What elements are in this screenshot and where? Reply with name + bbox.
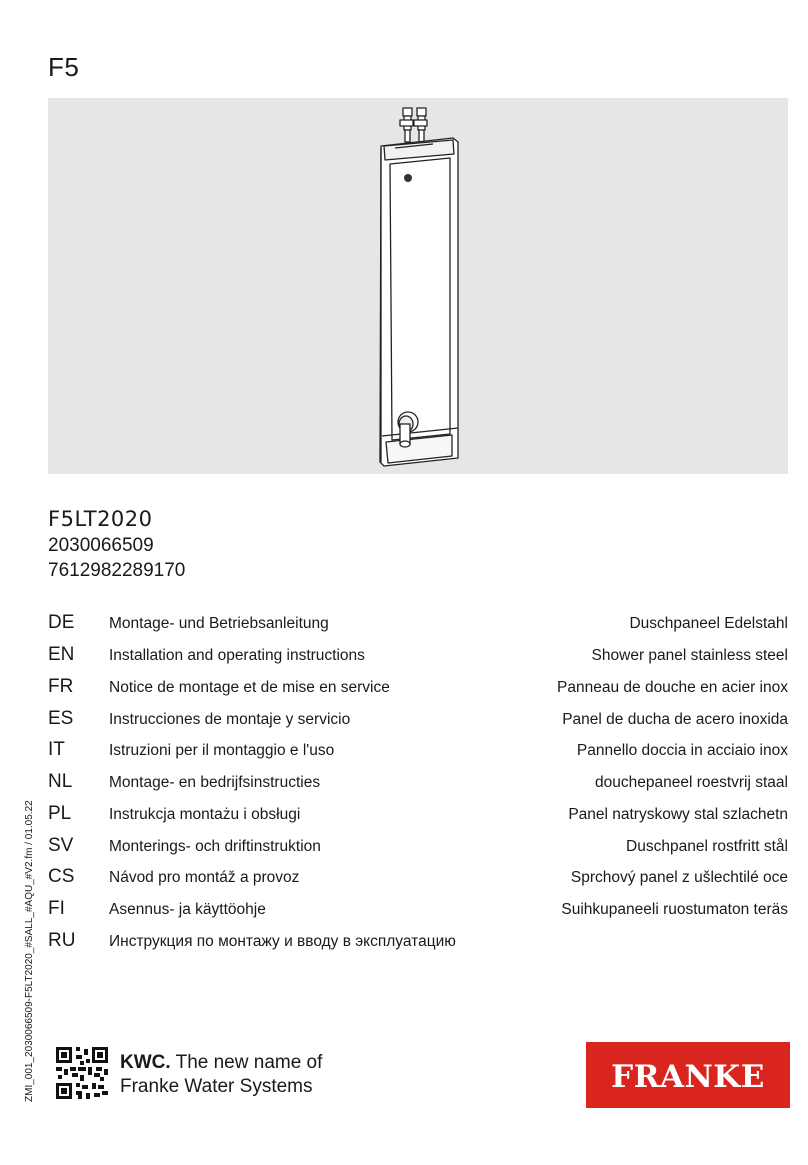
document-type: Instrucciones de montaje y servicio bbox=[109, 711, 351, 728]
language-row-pl bbox=[48, 803, 788, 827]
product-description: Panel de ducha de acero inoxida bbox=[562, 711, 788, 728]
document-type: Návod pro montáž a provoz bbox=[109, 869, 300, 886]
language-row-cs bbox=[48, 866, 788, 890]
language-row-nl bbox=[48, 771, 788, 795]
model-number: F5LT2020 bbox=[48, 507, 153, 531]
product-description: Sprchový panel z ušlechtilé oce bbox=[570, 869, 788, 886]
language-code: SV bbox=[48, 835, 74, 856]
document-type: Instrukcja montażu i obsługi bbox=[109, 806, 301, 823]
kwc-tagline-line1: The new name of bbox=[175, 1052, 323, 1073]
article-number: 2030066509 bbox=[48, 535, 154, 556]
shower-panel-illustration bbox=[48, 98, 788, 474]
document-type: Installation and operating instructions bbox=[109, 647, 365, 664]
product-description: Panneau de douche en acier inox bbox=[557, 679, 788, 696]
product-description: Duschpaneel Edelstahl bbox=[629, 615, 788, 632]
language-code: ES bbox=[48, 708, 74, 729]
language-code: PL bbox=[48, 803, 72, 824]
kwc-tagline-line2: Franke Water Systems bbox=[120, 1076, 313, 1097]
document-type: Monterings- och driftinstruktion bbox=[109, 838, 321, 855]
kwc-brand-name: KWC. bbox=[120, 1052, 171, 1073]
franke-logo-text: FRANKE bbox=[611, 1059, 765, 1095]
document-type: Istruzioni per il montaggio e l'uso bbox=[109, 742, 335, 759]
language-row-fi bbox=[48, 898, 788, 922]
product-image-panel bbox=[48, 98, 788, 474]
series-title: F5 bbox=[48, 52, 80, 82]
product-description: Shower panel stainless steel bbox=[591, 647, 788, 664]
language-code: DE bbox=[48, 612, 75, 633]
document-type: Montage- und Betriebsanleitung bbox=[109, 615, 329, 632]
product-description: Pannello doccia in acciaio inox bbox=[576, 742, 788, 759]
document-type: Asennus- ja käyttöohje bbox=[109, 901, 266, 918]
language-code: CS bbox=[48, 866, 75, 887]
language-row-en bbox=[48, 644, 788, 668]
product-description: douchepaneel roestvrij staal bbox=[594, 774, 788, 791]
document-code: ZMI_001_2030066509-F5LT2020_#SALL_#AQU_#V2.fm / 01.05.22 bbox=[24, 800, 35, 1102]
language-row-es bbox=[48, 708, 788, 732]
franke-logo bbox=[586, 1042, 790, 1108]
language-row-de bbox=[48, 612, 788, 636]
language-row-fr bbox=[48, 676, 788, 700]
language-code: EN bbox=[48, 644, 75, 665]
qr-code-icon bbox=[56, 1047, 108, 1099]
product-description: Duschpanel rostfritt stål bbox=[626, 838, 788, 855]
document-type: Инструкция по монтажу и вводу в эксплуатацию bbox=[109, 933, 456, 950]
document-type: Montage- en bedrijfsinstructies bbox=[109, 774, 321, 791]
language-row-sv bbox=[48, 835, 788, 859]
ean-number: 7612982289170 bbox=[48, 560, 186, 581]
language-code: RU bbox=[48, 930, 76, 951]
product-description: Panel natryskowy stal szlachetn bbox=[568, 806, 788, 823]
language-code: FI bbox=[48, 898, 65, 919]
kwc-tagline bbox=[120, 1051, 322, 1099]
document-type: Notice de montage et de mise en service bbox=[109, 679, 390, 696]
language-code: IT bbox=[48, 739, 65, 760]
language-code: FR bbox=[48, 676, 74, 697]
language-row-ru bbox=[48, 930, 788, 954]
language-row-it bbox=[48, 739, 788, 763]
language-code: NL bbox=[48, 771, 73, 792]
product-description: Suihkupaneeli ruostumaton teräs bbox=[561, 901, 788, 918]
